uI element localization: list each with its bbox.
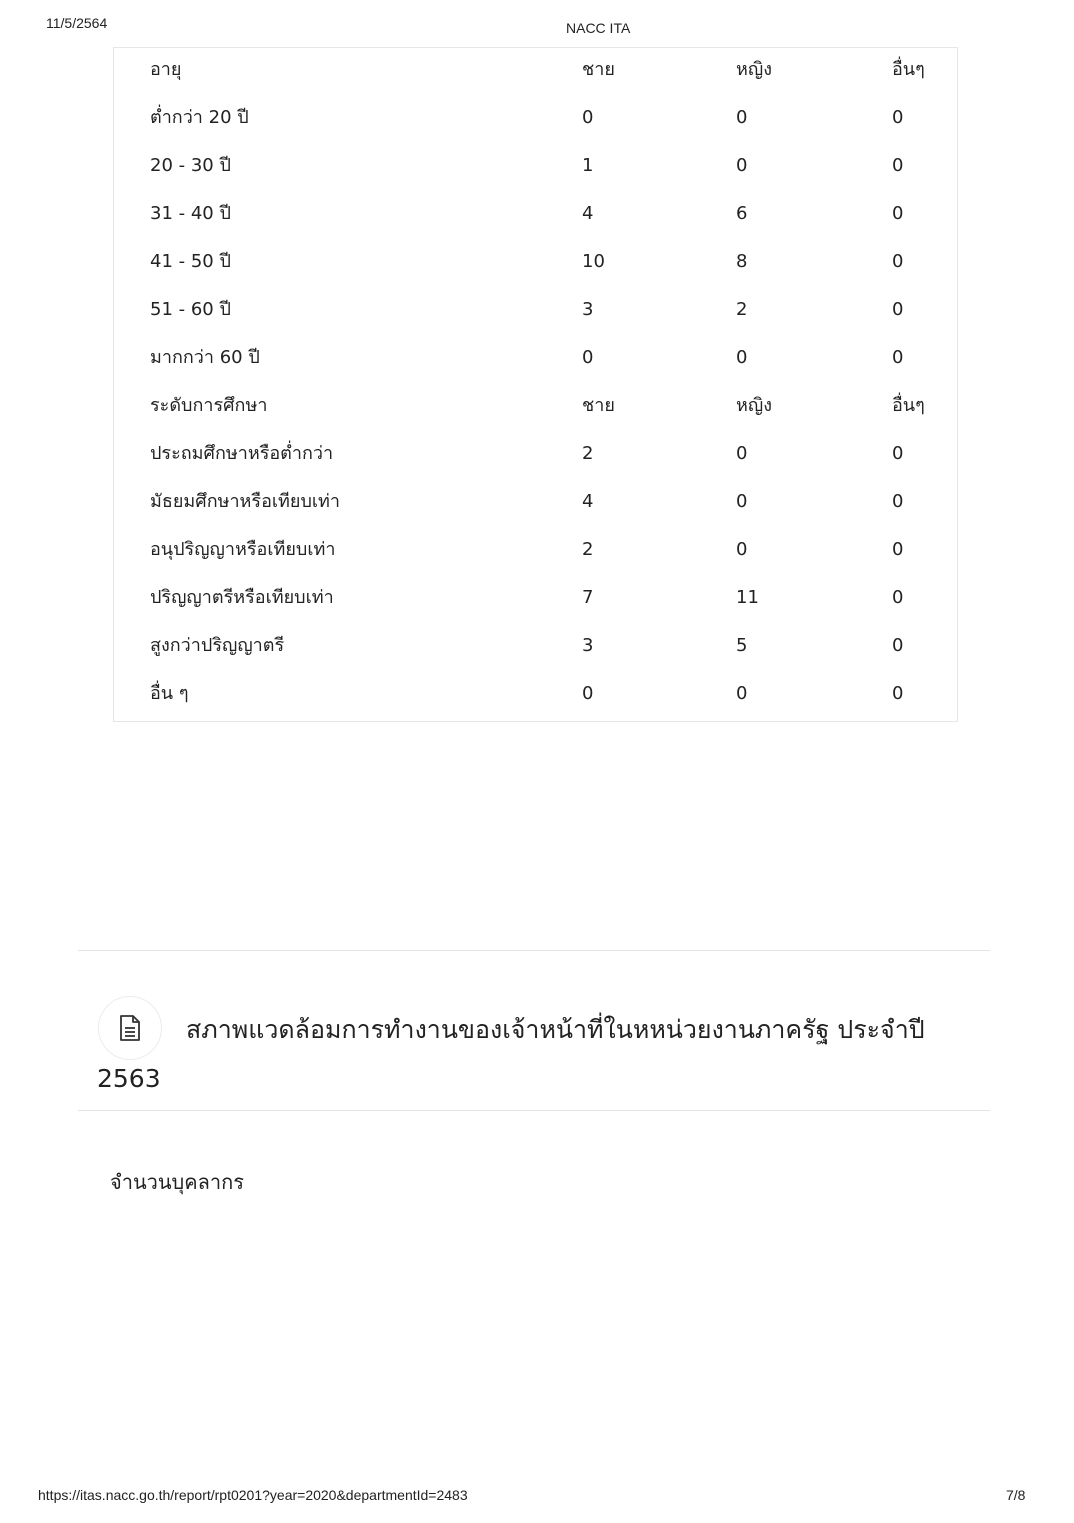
female-count: 0 [736,347,748,368]
section-divider [78,950,990,951]
row-label: อนุปริญญาหรือเทียบเท่า [150,539,336,560]
female-count: 8 [736,251,748,272]
education-header-label: ระดับการศึกษา [150,395,268,416]
row-label: มัธยมศึกษาหรือเทียบเท่า [150,491,341,512]
other-count: 0 [892,635,904,656]
section-divider [78,1110,990,1111]
other-count: 0 [892,251,904,272]
row-label: ต่ำกว่า 20 ปี [150,107,249,128]
male-count: 10 [582,251,605,272]
female-count: 2 [736,299,748,320]
table-row [114,578,959,618]
male-count: 4 [582,203,594,224]
other-count: 0 [892,683,904,704]
male-count: 7 [582,587,594,608]
male-count: 3 [582,299,594,320]
row-label: ปริญญาตรีหรือเทียบเท่า [150,587,334,608]
other-header: อื่นๆ [892,59,925,80]
print-date: 11/5/2564 [46,15,108,31]
table-row [114,194,959,234]
row-label: 41 - 50 ปี [150,251,231,272]
other-count: 0 [892,443,904,464]
female-count: 0 [736,491,748,512]
row-label: มากกว่า 60 ปี [150,347,260,368]
row-label: 20 - 30 ปี [150,155,231,176]
other-count: 0 [892,299,904,320]
print-url: https://itas.nacc.go.th/report/rpt0201?year=2020&departmentId=2483 [38,1487,468,1503]
table-row [114,146,959,186]
male-count: 2 [582,539,594,560]
other-count: 0 [892,587,904,608]
row-label: อื่น ๆ [150,683,189,704]
table-row [114,482,959,522]
male-count: 0 [582,683,594,704]
other-count: 0 [892,203,904,224]
male-count: 0 [582,107,594,128]
document-icon [98,996,162,1060]
print-title: NACC ITA [566,20,631,36]
female-count: 0 [736,683,748,704]
age-header-label: อายุ [150,59,182,80]
personnel-table [113,47,958,722]
table-row [114,674,959,714]
male-count: 1 [582,155,594,176]
row-label: 51 - 60 ปี [150,299,231,320]
table-row [114,98,959,138]
female-count: 5 [736,635,748,656]
table-row [114,242,959,282]
table-row [114,338,959,378]
table-row [114,290,959,330]
table-row [114,434,959,474]
female-count: 0 [736,155,748,176]
male-header: ชาย [582,59,615,80]
female-count: 0 [736,107,748,128]
age-header-row [114,50,959,90]
male-count: 0 [582,347,594,368]
other-count: 0 [892,539,904,560]
section-title: สภาพแวดล้อมการทำงานของเจ้าหน้าที่ในหหน่วยงานภาครัฐ ประจำปี [186,1015,925,1044]
female-header: หญิง [736,59,772,80]
page-number: 7/8 [1006,1487,1026,1503]
male-count: 4 [582,491,594,512]
male-count: 3 [582,635,594,656]
female-count: 0 [736,539,748,560]
row-label: สูงกว่าปริญญาตรี [150,635,285,656]
personnel-count-heading: จำนวนบุคลากร [110,1170,244,1194]
female-count: 6 [736,203,748,224]
female-count: 11 [736,587,759,608]
other-count: 0 [892,347,904,368]
female-header: หญิง [736,395,772,416]
male-header: ชาย [582,395,615,416]
female-count: 0 [736,443,748,464]
section-year: 2563 [97,1064,161,1093]
row-label: 31 - 40 ปี [150,203,231,224]
row-label: ประถมศึกษาหรือต่ำกว่า [150,443,334,464]
table-row [114,530,959,570]
other-count: 0 [892,491,904,512]
education-header-row [114,386,959,426]
male-count: 2 [582,443,594,464]
table-row [114,626,959,666]
other-count: 0 [892,107,904,128]
other-count: 0 [892,155,904,176]
other-header: อื่นๆ [892,395,925,416]
